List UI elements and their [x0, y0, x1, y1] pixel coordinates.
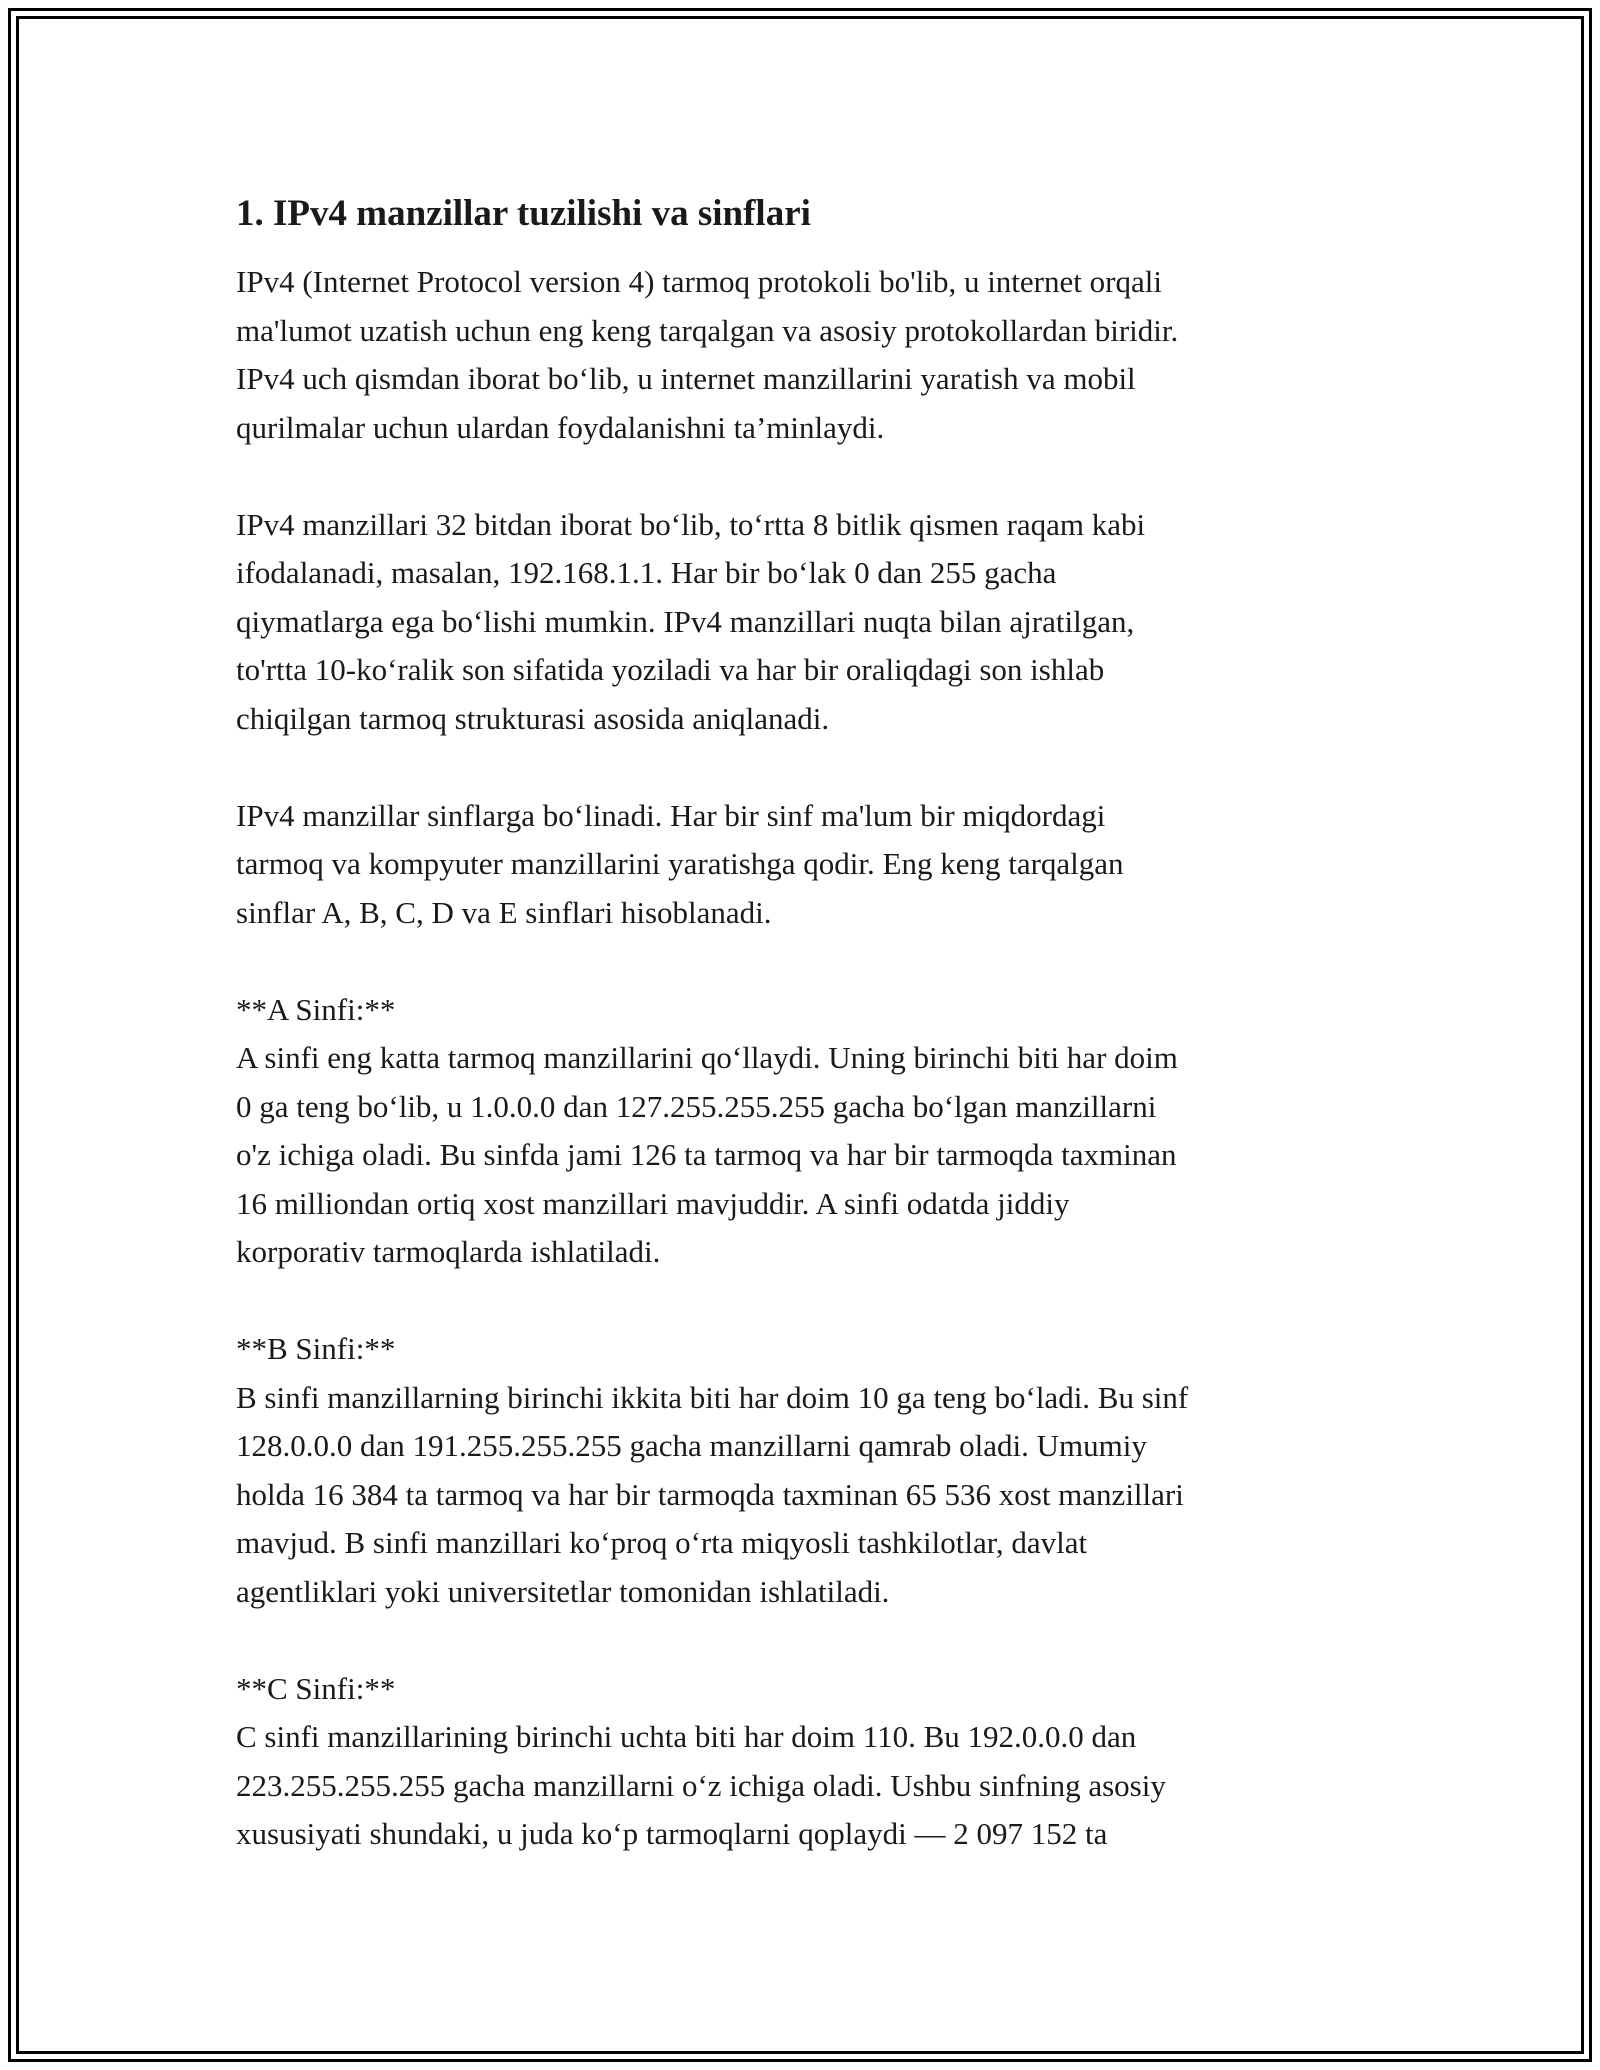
paragraph-spacer	[236, 743, 1376, 792]
paragraph-spacer	[236, 1616, 1376, 1665]
paragraph-spacer	[236, 1277, 1376, 1326]
paragraph-ipv4-structure: IPv4 manzillari 32 bitdan iborat bo‘lib, to‘rtta 8 bitlik qismen raqam kabi ifodalanadi, masalan, 192.168.1.1. Har bir bo‘lak 0 dan 255 gacha qiymatlarga ega bo‘lishi mumkin. IPv4 manzillari nuqta bilan ajratilgan, to'rtta 10-ko‘ralik son sifatida yoziladi va har bir oraliqdagi son ishlab chiqilgan tarmoq strukturasi asosida aniqlanadi.	[236, 506, 1146, 736]
document-body	[236, 190, 1376, 1859]
paragraph-ipv4-intro: IPv4 (Internet Protocol version 4) tarmoq protokoli bo'lib, u internet orqali ma'lumot uzatish uchun eng keng tarqalgan va asosiy protokollardan biridir. IPv4 uch qismdan iborat bo‘lib, u internet manzillarini yaratish va mobil qurilmalar uchun ulardan foydalanishni ta’minlaydi.	[236, 264, 1179, 445]
paragraph-class-c: **C Sinfi:** C sinfi manzillarining birinchi uchta biti har doim 110. Bu 192.0.0.0 dan 223.255.255.255 gacha manzillarni o‘z ichiga oladi. Ushbu sinfning asosiy xususiyati shundaki, u juda ko‘p tarmoqlarni qoplaydi — 2 097 152 ta	[236, 1670, 1166, 1851]
paragraph-spacer	[236, 937, 1376, 986]
document-title: 1. IPv4 manzillar tuzilishi va sinflari	[236, 193, 811, 234]
paragraph-class-b: **B Sinfi:** B sinfi manzillarning birinchi ikkita biti har doim 10 ga teng bo‘ladi. Bu sinf 128.0.0.0 dan 191.255.255.255 gacha manzillarni qamrab oladi. Umumiy holda 16 384 ta tarmoq va har bir tarmoqda taxminan 65 536 xost manzillari mavjud. B sinfi manzillari ko‘proq o‘rta miqyosli tashkilotlar, davlat agentliklari yoki universitetlar tomonidan ishlatiladi.	[236, 1331, 1189, 1609]
paragraph-ipv4-classes: IPv4 manzillar sinflarga bo‘linadi. Har bir sinf ma'lum bir miqdordagi tarmoq va kompyuter manzillarini yaratishga qodir. Eng keng tarqalgan sinflar A, B, C, D va E sinflari hisoblanadi.	[236, 797, 1124, 930]
paragraph-spacer	[236, 452, 1376, 501]
paragraph-class-a: **A Sinfi:** A sinfi eng katta tarmoq manzillarini qo‘llaydi. Uning birinchi biti har doim 0 ga teng bo‘lib, u 1.0.0.0 dan 127.255.255.255 gacha bo‘lgan manzillarni o'z ichiga oladi. Bu sinfda jami 126 ta tarmoq va har bir tarmoqda taxminan 16 milliondan ortiq xost manzillari mavjuddir. A sinfi odatda jiddiy korporativ tarmoqlarda ishlatiladi.	[236, 991, 1178, 1269]
